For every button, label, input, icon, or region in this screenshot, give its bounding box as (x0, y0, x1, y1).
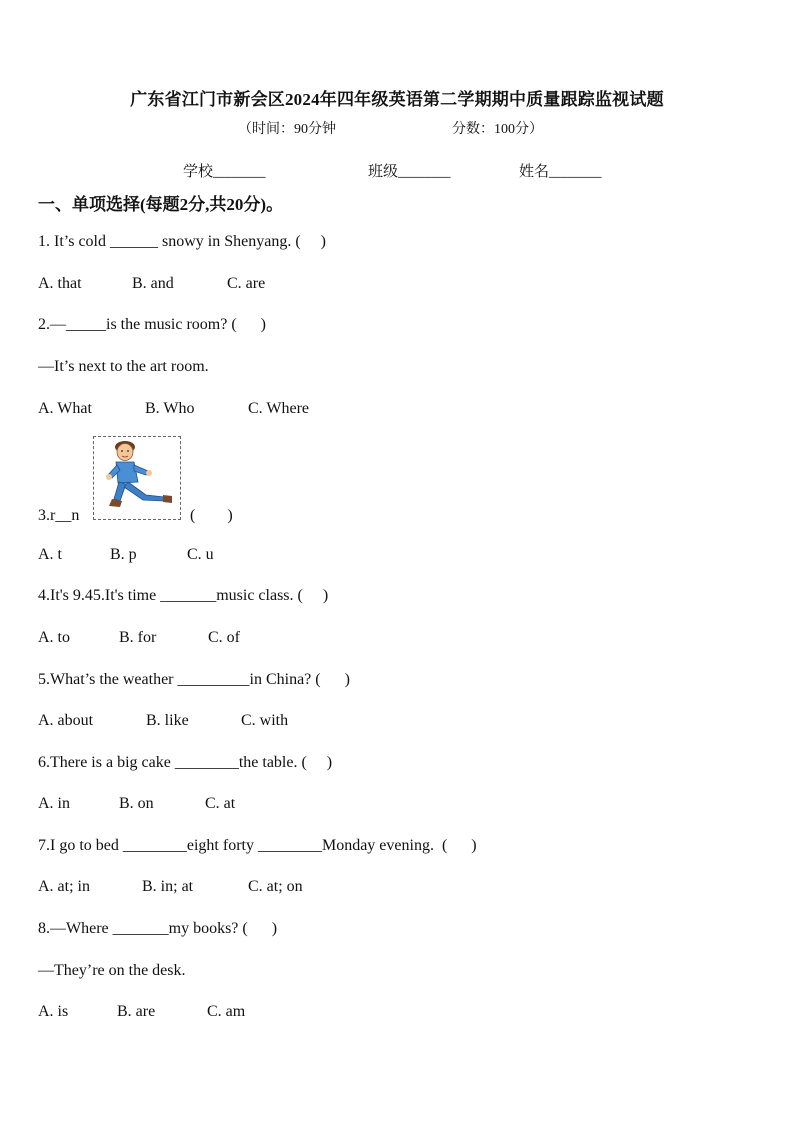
q2-option-c: C. Where (248, 400, 310, 417)
q6-option-c: C. at (205, 795, 236, 812)
q6-option-a: A. in (38, 795, 70, 812)
q3-option-b: B. p (110, 546, 137, 563)
question-5-stem: 5.What’s the weather _________in China? ( ) (38, 671, 350, 688)
q6-option-b: B. on (119, 795, 154, 812)
q1-option-c: C. are (227, 275, 266, 292)
exam-score: 分数：100分） (452, 122, 543, 137)
name-field[interactable]: 姓名_______ (519, 164, 602, 180)
q1-option-a: A. that (38, 275, 82, 292)
question-3-stem: 3.r__n (38, 507, 80, 524)
exam-title: 广东省江门市新会区2024年四年级英语第二学期期中质量跟踪监视试题 (130, 90, 664, 109)
q4-option-a: A. to (38, 629, 70, 646)
q8-option-a: A. is (38, 1003, 69, 1020)
q4-option-c: C. of (208, 629, 240, 646)
question-2-stem: 2.—_____is the music room? ( ) (38, 316, 266, 333)
question-6-stem: 6.There is a big cake ________the table. ( ) (38, 754, 333, 771)
q8-option-b: B. are (117, 1003, 156, 1020)
q3-option-a: A. t (38, 546, 62, 563)
question-2-answer-line: —It’s next to the art room. (38, 358, 209, 375)
school-field[interactable]: 学校_______ (183, 164, 266, 180)
question-8-stem: 8.—Where _______my books? ( ) (38, 920, 278, 937)
q7-option-b: B. in; at (142, 878, 194, 895)
q7-option-a: A. at; in (38, 878, 90, 895)
section-heading: 一、单项选择(每题2分,共20分)。 (38, 195, 284, 214)
q5-option-c: C. with (241, 712, 289, 729)
q4-option-b: B. for (119, 629, 157, 646)
q5-option-a: A. about (38, 712, 94, 729)
q2-option-a: A. What (38, 400, 92, 417)
q7-option-c: C. at; on (248, 878, 303, 895)
running-boy-icon (94, 437, 180, 519)
q8-option-c: C. am (207, 1003, 246, 1020)
q5-option-b: B. like (146, 712, 189, 729)
q2-option-b: B. Who (145, 400, 195, 417)
question-8-answer-line: —They’re on the desk. (38, 962, 186, 979)
question-3-answer-bracket: ( ) (190, 507, 233, 524)
question-7-stem: 7.I go to bed ________eight forty ________Monday evening. ( ) (38, 837, 477, 854)
running-boy-picture (93, 436, 181, 520)
q3-option-c: C. u (187, 546, 214, 563)
question-1-stem: 1. It’s cold ______ snowy in Shenyang. ( ) (38, 233, 326, 250)
class-field[interactable]: 班级_______ (368, 164, 451, 180)
question-4-stem: 4.It's 9.45.It's time _______music class. ( ) (38, 587, 329, 604)
q1-option-b: B. and (132, 275, 174, 292)
exam-time: （时间：90分钟 (238, 122, 336, 137)
